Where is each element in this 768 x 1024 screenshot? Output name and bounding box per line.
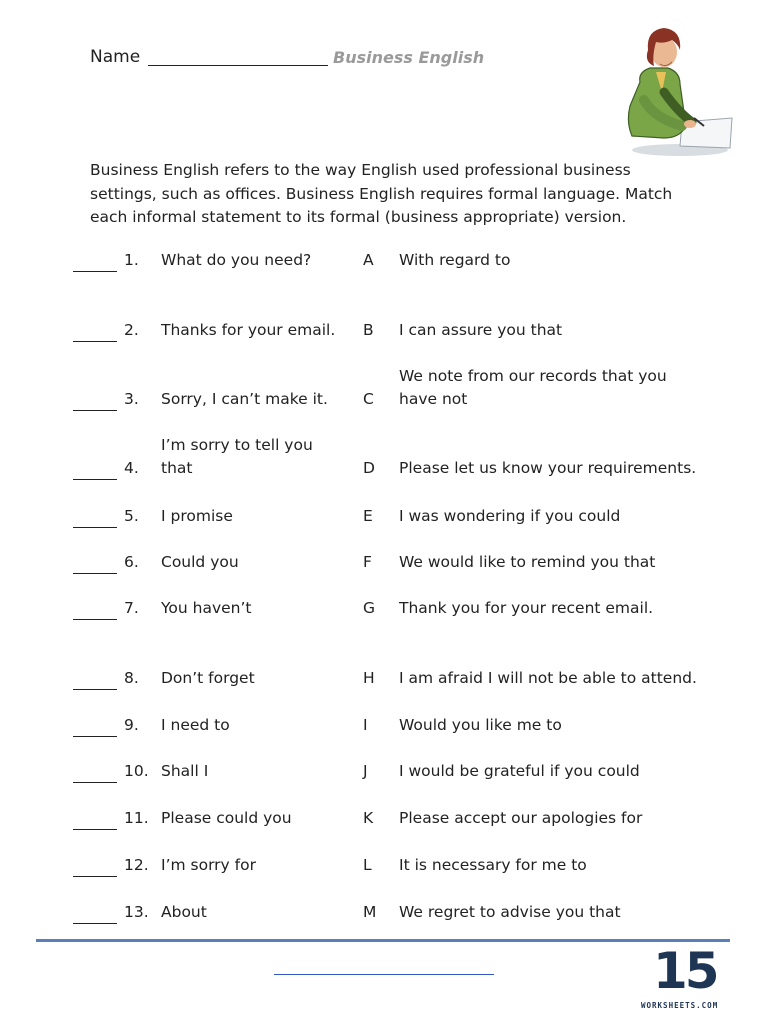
logo-number: 15 [653, 942, 717, 1000]
option-letter: A [363, 251, 374, 269]
formal-statement: We regret to advise you that [399, 903, 621, 921]
option-letter: F [363, 553, 372, 571]
footer-rule [36, 939, 730, 942]
option-letter: E [363, 507, 373, 525]
option-letter: J [363, 762, 368, 780]
match-row [0, 432, 768, 480]
match-row [0, 572, 768, 620]
worksheet-brand: Business English [333, 48, 485, 67]
option-letter: L [363, 856, 372, 874]
match-row [0, 782, 768, 830]
option-letter: B [363, 321, 374, 339]
informal-statement: Don’t forget [161, 669, 255, 687]
formal-statement: Would you like me to [399, 716, 562, 734]
informal-statement: You haven’t [161, 599, 252, 617]
informal-statement: I promise [161, 507, 233, 525]
formal-statement: Please accept our apologies for [399, 809, 643, 827]
item-number: 9. [124, 716, 139, 734]
match-row [0, 876, 768, 924]
formal-statement: I was wondering if you could [399, 507, 621, 525]
item-number: 4. [124, 459, 139, 477]
match-row [0, 480, 768, 528]
answer-blank[interactable] [73, 923, 117, 924]
logo-wordmark: WORKSHEETS.COM [641, 1001, 719, 1010]
match-row [0, 526, 768, 574]
informal-statement: About [161, 903, 207, 921]
informal-statement: Sorry, I can’t make it. [161, 390, 328, 408]
informal-statement: Shall I [161, 762, 209, 780]
informal-statement: I’m sorry to tell you that [161, 436, 313, 477]
option-letter: H [363, 669, 375, 687]
item-number: 6. [124, 553, 139, 571]
item-number: 11. [124, 809, 149, 827]
informal-statement: Please could you [161, 809, 292, 827]
formal-statement: I would be grateful if you could [399, 762, 640, 780]
option-letter: M [363, 903, 377, 921]
formal-statement: Thank you for your recent email. [399, 599, 654, 617]
item-number: 2. [124, 321, 139, 339]
option-letter: K [363, 809, 374, 827]
option-letter: G [363, 599, 376, 617]
match-row [0, 363, 768, 411]
informal-statement: I’m sorry for [161, 856, 256, 874]
match-row [0, 689, 768, 737]
match-row [0, 829, 768, 877]
item-number: 8. [124, 669, 139, 687]
formal-statement: It is necessary for me to [399, 856, 587, 874]
instructions-paragraph: Business English refers to the way English used professional business settings, such as offices. Business English requires formal language. Match each informal statement to its formal (business appropriate) version. [90, 161, 673, 226]
match-row [0, 294, 768, 342]
formal-statement: I am afraid I will not be able to attend. [399, 669, 697, 687]
formal-statement: With regard to [399, 251, 511, 269]
formal-statement: I can assure you that [399, 321, 563, 339]
informal-statement: What do you need? [161, 251, 312, 269]
name-label: Name [90, 47, 141, 67]
item-number: 10. [124, 762, 149, 780]
option-letter: D [363, 459, 375, 477]
item-number: 3. [124, 390, 139, 408]
formal-statement: We would like to remind you that [399, 553, 656, 571]
option-letter: I [363, 716, 368, 734]
item-number: 1. [124, 251, 139, 269]
match-row [0, 735, 768, 783]
item-number: 12. [124, 856, 149, 874]
answer-blank[interactable] [73, 271, 117, 272]
item-number: 5. [124, 507, 139, 525]
item-number: 13. [124, 903, 149, 921]
answer-blank[interactable] [73, 410, 117, 411]
formal-statement: We note from our records that you have not [399, 367, 667, 408]
informal-statement: Could you [161, 553, 239, 571]
answer-blank[interactable] [73, 341, 117, 342]
informal-statement: I need to [161, 716, 230, 734]
name-blank-line[interactable] [148, 65, 328, 66]
match-row [0, 642, 768, 690]
match-row [0, 224, 768, 272]
option-letter: C [363, 390, 374, 408]
worksheets-logo [635, 940, 727, 1016]
item-number: 7. [124, 599, 139, 617]
informal-statement: Thanks for your email. [161, 321, 336, 339]
formal-statement: Please let us know your requirements. [399, 459, 697, 477]
answer-blank[interactable] [73, 619, 117, 620]
businesswoman-illustration-icon [620, 22, 738, 157]
footer-link-line[interactable] [274, 974, 494, 975]
